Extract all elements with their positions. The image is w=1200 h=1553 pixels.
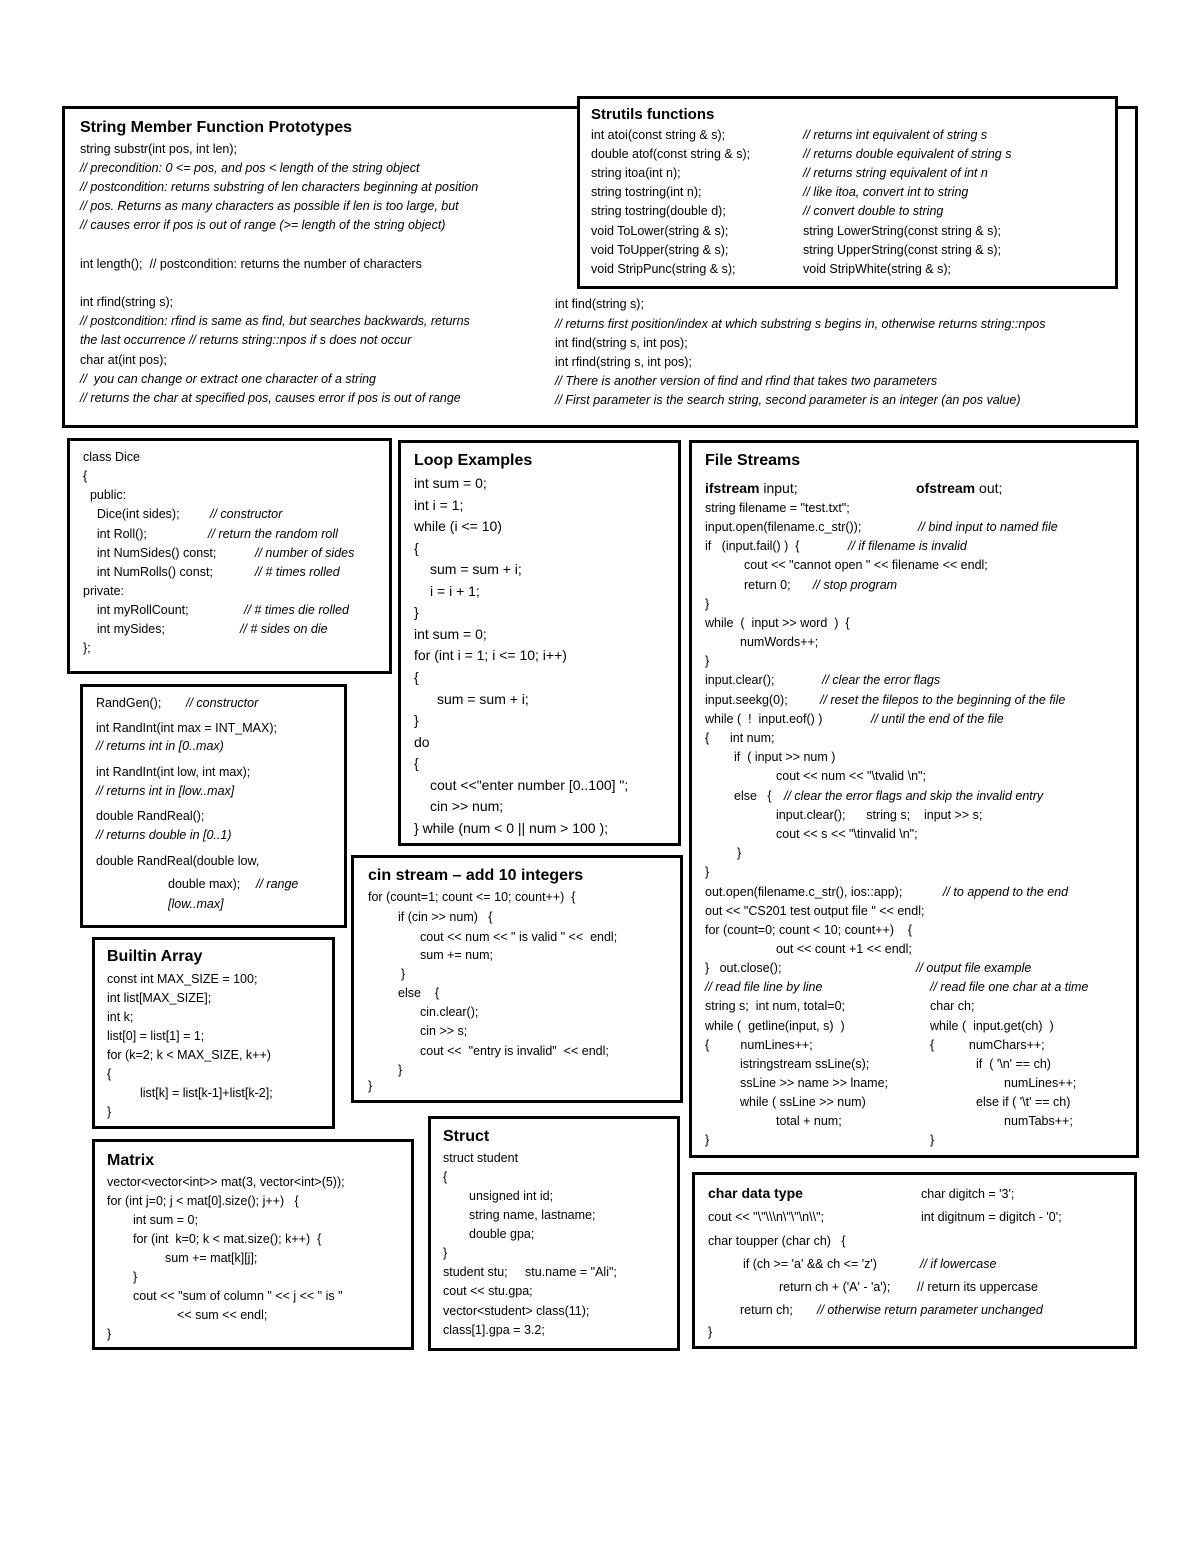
fs-comment: // read file line by line — [705, 980, 823, 994]
cin-line: } — [398, 1063, 403, 1077]
char-line: return ch + ('A' - 'a'); — [779, 1280, 891, 1294]
strutils-fn: string LowerString(const string & s); — [803, 224, 1001, 238]
fs-line: cout << num << "\tvalid \n"; — [776, 769, 926, 783]
dice-line: class Dice — [83, 450, 140, 464]
fs-line: } out.close(); — [705, 961, 782, 975]
char-line: } — [708, 1325, 713, 1339]
randgen-line: double max); — [168, 877, 241, 891]
matrix-line: vector<vector<int>> mat(3, vector<int>(5)); — [107, 1175, 345, 1189]
strutils-title: Strutils functions — [591, 106, 715, 123]
fs-comment: // bind input to named file — [918, 520, 1058, 534]
find-line: // returns first position/index at which substring s begins in, otherwise returns string::npos — [555, 317, 1046, 331]
strutils-fn: string tostring(double d); — [591, 204, 726, 218]
char-comment: // otherwise return parameter unchanged — [817, 1303, 1043, 1317]
sm-line: // pos. Returns as many characters as possible if len is too large, but — [80, 199, 459, 213]
char-comment: // if lowercase — [920, 1257, 997, 1271]
fs-comment: // read file one char at a time — [930, 980, 1089, 994]
char-line: char toupper (char ch) { — [708, 1234, 846, 1248]
fs-line: numTabs++; — [1004, 1114, 1073, 1128]
cin-line: cin >> s; — [420, 1024, 468, 1038]
dice-comment: // # sides on die — [240, 622, 328, 636]
array-line: int k; — [107, 1010, 134, 1024]
fs-line: out << count +1 << endl; — [776, 942, 912, 956]
randgen-comment: // range — [256, 877, 299, 891]
strutils-fn: void StripWhite(string & s); — [803, 262, 951, 276]
sm-line: string substr(int pos, int len); — [80, 142, 238, 156]
struct-line: cout << stu.gpa; — [443, 1284, 533, 1298]
struct-line: string name, lastname; — [469, 1208, 596, 1222]
strutils-desc: // returns double equivalent of string s — [803, 147, 1012, 161]
fs-line: } — [705, 865, 710, 879]
matrix-line: sum += mat[k][j]; — [165, 1251, 258, 1265]
fs-line: if (input.fail() ) { — [705, 539, 800, 553]
cin-line: if (cin >> num) { — [398, 910, 493, 924]
sm-line: // precondition: 0 <= pos, and pos < length of the string object — [80, 161, 420, 175]
char-line: char digitch = '3'; — [921, 1187, 1015, 1201]
randgen-line: double RandReal(double low, — [96, 854, 260, 868]
fs-line: while ( ! input.eof() ) — [705, 712, 823, 726]
dice-comment: // return the random roll — [208, 527, 338, 541]
randgen-line: // returns double in [0..1) — [96, 828, 232, 842]
dice-line: int mySides; — [83, 622, 165, 636]
fs-line: out.open(filename.c_str(), ios::app); — [705, 885, 903, 899]
fs-line: cout << "cannot open " << filename << endl; — [744, 558, 988, 572]
matrix-line: int sum = 0; — [133, 1213, 198, 1227]
strutils-desc: // convert double to string — [803, 204, 944, 218]
struct-line: student stu; stu.name = "Ali"; — [443, 1265, 617, 1279]
fs-line: { numLines++; — [705, 1038, 813, 1052]
fs-line: cout << s << "\tinvalid \n"; — [776, 827, 918, 841]
randgen-line: [low..max] — [168, 897, 224, 911]
find-line: // There is another version of find and rfind that takes two parameters — [555, 374, 938, 388]
char-line: int digitnum = digitch - '0'; — [921, 1210, 1062, 1224]
builtin-array-title: Builtin Array — [107, 948, 203, 965]
cin-line: for (count=1; count <= 10; count++) { — [368, 890, 576, 904]
find-line: // First parameter is the search string, second parameter is an integer (an pos value) — [555, 393, 1021, 407]
strutils-fn: void StripPunc(string & s); — [591, 262, 736, 276]
loop-line: { — [414, 669, 419, 685]
fs-line: } — [705, 654, 710, 668]
dice-line: int NumSides() const; — [83, 546, 217, 560]
fs-line: while ( getline(input, s) ) — [705, 1019, 845, 1033]
cin-line: } — [368, 1079, 373, 1093]
matrix-line: } — [107, 1327, 112, 1341]
cin-line: else { — [398, 986, 439, 1000]
loop-line: i = i + 1; — [430, 583, 480, 599]
fs-line: { numChars++; — [930, 1038, 1045, 1052]
dice-line: { — [83, 469, 88, 483]
array-line: list[0] = list[1] = 1; — [107, 1029, 205, 1043]
loop-line: for (int i = 1; i <= 10; i++) — [414, 647, 567, 663]
strutils-fn: double atof(const string & s); — [591, 147, 751, 161]
fs-line: total + num; — [776, 1114, 842, 1128]
dice-line: int myRollCount; — [83, 603, 189, 617]
fs-line: string s; int num, total=0; — [705, 999, 845, 1013]
matrix-line: for (int k=0; k < mat.size(); k++) { — [133, 1232, 322, 1246]
fs-line: ssLine >> name >> lname; — [740, 1076, 889, 1090]
cin-line: cout << num << " is valid " << endl; — [420, 930, 618, 944]
sm-line: // you can change or extract one character of a string — [80, 372, 376, 386]
fs-line: while ( input >> word ) { — [705, 616, 850, 630]
string-members-title: String Member Function Prototypes — [80, 119, 353, 136]
randgen-line: double RandReal(); — [96, 809, 205, 823]
fs-keyword: ofstream — [916, 480, 976, 496]
fs-line: return 0; — [744, 578, 791, 592]
randgen-line: int RandInt(int low, int max); — [96, 765, 251, 779]
fs-comment: // stop program — [813, 578, 898, 592]
fs-line: string filename = "test.txt"; — [705, 501, 850, 515]
cin-line: } — [401, 967, 406, 981]
fs-line: else { — [734, 789, 772, 803]
matrix-line: cout << "sum of column " << j << " is " — [133, 1289, 343, 1303]
loop-line: } — [414, 712, 419, 728]
fs-line: input.clear(); string s; input >> s; — [776, 808, 983, 822]
loop-line: sum = sum + i; — [430, 561, 522, 577]
loop-line: int sum = 0; — [414, 475, 487, 491]
strutils-fn: string UpperString(const string & s); — [803, 243, 1001, 257]
fs-comment: // clear the error flags — [822, 673, 941, 687]
fs-line: istringstream ssLine(s); — [740, 1057, 870, 1071]
char-line: if (ch >= 'a' && ch <= 'z') — [743, 1257, 877, 1271]
char-type-title: char data type — [708, 1185, 803, 1201]
matrix-line: for (int j=0; j < mat[0].size(); j++) { — [107, 1194, 299, 1208]
fs-line: input.seekg(0); — [705, 693, 788, 707]
loop-line: cout <<"enter number [0..100] "; — [430, 777, 629, 793]
array-line: for (k=2; k < MAX_SIZE, k++) — [107, 1048, 271, 1062]
cin-line: cout << "entry is invalid" << endl; — [420, 1044, 609, 1058]
strutils-fn: string tostring(int n); — [591, 185, 702, 199]
find-line: int rfind(string s, int pos); — [555, 355, 692, 369]
fs-line: numLines++; — [1004, 1076, 1077, 1090]
strutils-fn: int atoi(const string & s); — [591, 128, 726, 142]
fs-comment: // if filename is invalid — [848, 539, 967, 553]
dice-line: }; — [83, 641, 91, 655]
fs-line: out << "CS201 test output file " << endl; — [705, 904, 925, 918]
struct-line: vector<student> class(11); — [443, 1304, 590, 1318]
fs-line: while ( ssLine >> num) — [740, 1095, 866, 1109]
find-line: int find(string s, int pos); — [555, 336, 688, 350]
cin-line: cin.clear(); — [420, 1005, 479, 1019]
fs-line: else if ( '\t' == ch) — [976, 1095, 1071, 1109]
dice-line: private: — [83, 584, 124, 598]
sm-line: int rfind(string s); — [80, 295, 174, 309]
array-line: { — [107, 1067, 112, 1081]
array-line: const int MAX_SIZE = 100; — [107, 972, 258, 986]
matrix-line: << sum << endl; — [177, 1308, 268, 1322]
fs-line: } — [705, 1133, 710, 1147]
fs-line: char ch; — [930, 999, 975, 1013]
fs-decl-right — [916, 481, 1002, 495]
loop-line: } while (num < 0 || num > 100 ); — [414, 820, 609, 836]
fs-comment: // reset the filepos to the beginning of the file — [820, 693, 1066, 707]
fs-keyword: ifstream — [705, 480, 760, 496]
sm-line: // returns the char at specified pos, causes error if pos is out of range — [80, 391, 461, 405]
char-line: return ch; — [740, 1303, 793, 1317]
fs-line: input.open(filename.c_str()); — [705, 520, 862, 534]
fs-line: { int num; — [705, 731, 775, 745]
loop-line: cin >> num; — [430, 798, 504, 814]
fs-comment: // clear the error flags and skip the invalid entry — [784, 789, 1044, 803]
find-line: int find(string s); — [555, 297, 644, 311]
char-comment: // return its uppercase — [917, 1280, 1038, 1294]
fs-comment: // output file example — [916, 961, 1032, 975]
loop-line: do — [414, 734, 430, 750]
dice-comment: // # times rolled — [255, 565, 340, 579]
dice-line: Dice(int sides); — [83, 507, 180, 521]
randgen-line: // returns int in [low..max] — [96, 784, 235, 798]
dice-line: int Roll(); — [83, 527, 147, 541]
strutils-desc: // returns string equivalent of int n — [803, 166, 988, 180]
fs-line: input.clear(); — [705, 673, 775, 687]
cin-line: sum += num; — [420, 948, 493, 962]
fs-line: } — [705, 597, 710, 611]
file-streams-title: File Streams — [705, 452, 801, 469]
struct-line: struct student — [443, 1151, 519, 1165]
dice-comment: // # times die rolled — [244, 603, 349, 617]
loop-line: } — [414, 604, 419, 620]
sm-line: // causes error if pos is out of range (>= length of the string object) — [80, 218, 446, 232]
cin-stream-title: cin stream – add 10 integers — [368, 867, 584, 884]
fs-var: out; — [975, 480, 1003, 496]
struct-line: unsigned int id; — [469, 1189, 554, 1203]
loop-line: { — [414, 540, 419, 556]
fs-comment: // until the end of the file — [871, 712, 1004, 726]
strutils-desc: // returns int equivalent of string s — [803, 128, 988, 142]
fs-line: for (count=0; count < 10; count++) { — [705, 923, 913, 937]
randgen-comment: // constructor — [186, 696, 259, 710]
strutils-fn: void ToUpper(string & s); — [591, 243, 729, 257]
sm-line: char at(int pos); — [80, 353, 167, 367]
fs-line: numWords++; — [740, 635, 819, 649]
fs-line: while ( input.get(ch) ) — [930, 1019, 1054, 1033]
array-line: int list[MAX_SIZE]; — [107, 991, 212, 1005]
fs-comment: // to append to the end — [943, 885, 1069, 899]
fs-line: if ( '\n' == ch) — [976, 1057, 1051, 1071]
struct-line: class[1].gpa = 3.2; — [443, 1323, 545, 1337]
fs-var: input; — [759, 480, 798, 496]
loop-line: int sum = 0; — [414, 626, 487, 642]
matrix-line: } — [133, 1270, 138, 1284]
sm-line: // postcondition: returns substring of len characters beginning at position — [80, 180, 479, 194]
struct-title: Struct — [443, 1128, 490, 1145]
randgen-line: // returns int in [0..max) — [96, 739, 224, 753]
strutils-fn: string itoa(int n); — [591, 166, 681, 180]
loop-line: int i = 1; — [414, 497, 464, 513]
strutils-desc: // like itoa, convert int to string — [803, 185, 969, 199]
sm-line: int length(); // postcondition: returns the number of characters — [80, 257, 422, 271]
array-line: list[k] = list[k-1]+list[k-2]; — [140, 1086, 273, 1100]
randgen-line: RandGen(); — [96, 696, 162, 710]
struct-line: double gpa; — [469, 1227, 535, 1241]
loop-line: { — [414, 755, 419, 771]
fs-decl-left — [705, 481, 798, 495]
dice-line: int NumRolls() const; — [83, 565, 213, 579]
fs-line: } — [930, 1133, 935, 1147]
sm-line: the last occurrence // returns string::npos if s does not occur — [80, 333, 412, 347]
loop-line: while (i <= 10) — [414, 518, 502, 534]
fs-line: } — [737, 846, 742, 860]
char-line: cout << "\"\\\n\"\"\n\\"; — [708, 1210, 824, 1224]
struct-line: { — [443, 1170, 448, 1184]
matrix-title: Matrix — [107, 1152, 155, 1169]
loop-line: sum = sum + i; — [437, 691, 529, 707]
loop-examples-title: Loop Examples — [414, 452, 533, 469]
dice-comment: // constructor — [210, 507, 283, 521]
sm-line: // postcondition: rfind is same as find, but searches backwards, returns — [80, 314, 470, 328]
randgen-line: int RandInt(int max = INT_MAX); — [96, 721, 277, 735]
array-line: } — [107, 1105, 112, 1119]
strutils-fn: void ToLower(string & s); — [591, 224, 729, 238]
dice-line: public: — [83, 488, 127, 502]
struct-line: } — [443, 1246, 448, 1260]
fs-line: if ( input >> num ) — [734, 750, 836, 764]
dice-comment: // number of sides — [255, 546, 355, 560]
